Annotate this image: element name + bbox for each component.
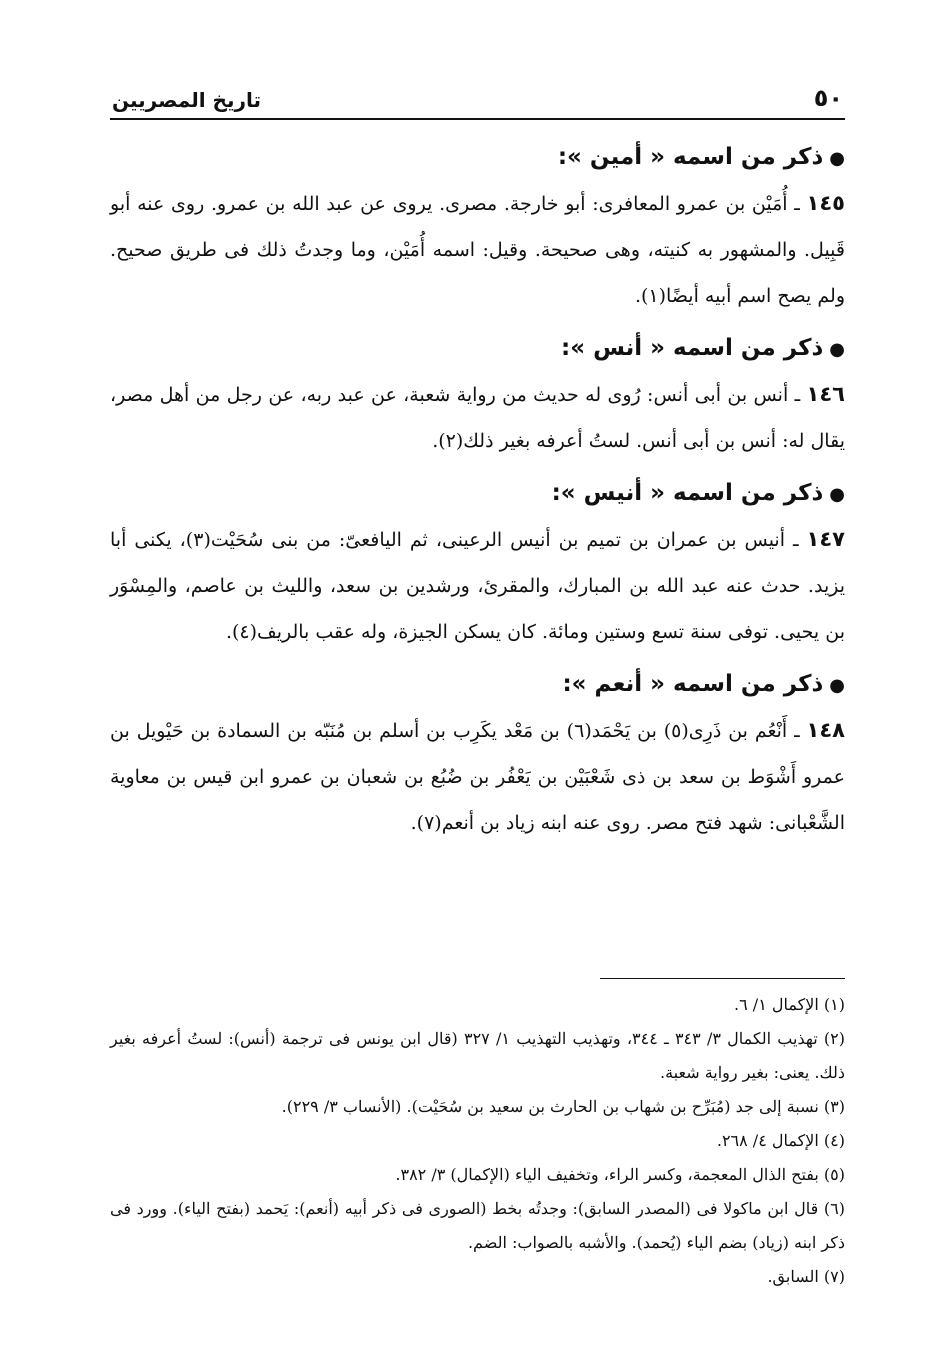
entry-number: ١٤٥: [806, 191, 845, 215]
section-heading: ●ذكر من اسمه « أنيس »:: [551, 480, 845, 506]
footnote: (٧) السابق.: [767, 1267, 845, 1286]
section-heading: ●ذكر من اسمه « أنس »:: [561, 335, 845, 361]
entry-text: أنس بن أبى أنس: رُوى له حديث من رواية شعبة، عن عبد ربه، عن رجل من أهل مصر، يقال له: أنس بن أبى أنس. لستُ أعرفه بغير ذلك(٢).: [110, 384, 845, 452]
entry-text: أُمَيْن بن عمرو المعافرى: أبو خارجة. مصرى. يروى عن عبد الله بن عمرو. روى عنه أبو قَبِيل. والمشهور به كنيته، وهى صحيحة. وقيل: اسمه أُمَيْن، وما وجدتُ ذلك فى طريق صحيح. ولم يصح اسم أبيه أيضًا(١).: [110, 193, 845, 307]
footnote: (٣) نسبة إلى جد (مُبَرِّح بن شهاب بن الحارث بن سعيد بن سُحَيْت). (الأنساب ٣/ ٢٢٩).: [281, 1097, 845, 1116]
bullet-icon: ●: [829, 339, 845, 360]
page-number: ٥٠: [813, 84, 843, 112]
bullet-icon: ●: [829, 484, 845, 505]
footnote: (٦) قال ابن ماكولا فى (المصدر السابق): وجدتُه بخط (الصورى فى ذكر أبيه (أنعم): يَحمد (بفتح الياء). وورد فى ذكر ابنه (زياد) بضم الياء (يُحمد). والأشبه بالصواب: الضم.: [110, 1199, 845, 1252]
section-heading: ●ذكر من اسمه « أمين »:: [557, 144, 845, 170]
entry-number: ١٤٧: [806, 527, 845, 551]
entry-number: ١٤٦: [806, 382, 845, 406]
section-heading: ●ذكر من اسمه « أنعم »:: [562, 671, 845, 697]
entry-number: ١٤٨: [806, 718, 845, 742]
main-text: [110, 134, 845, 852]
footnote: (١) الإكمال ١/ ٦.: [734, 995, 845, 1014]
bullet-icon: ●: [829, 148, 845, 169]
bullet-icon: ●: [829, 675, 845, 696]
biography-entry: ١٤٥ ـ أُمَيْن بن عمرو المعافرى: أبو خارجة. مصرى. يروى عن عبد الله بن عمرو. روى عنه أبو قَبِيل. والمشهور به كنيته، وهى صحيحة. وقيل: اسمه أُمَيْن، وما وجدتُ ذلك فى طريق صحيح. ولم يصح اسم أبيه أيضًا(١).: [110, 191, 845, 307]
footnote: (٤) الإكمال ٤/ ٢٦٨.: [716, 1131, 845, 1150]
running-title: تاريخ المصريين: [112, 88, 262, 112]
entry-text: أَنْعُم بن ذَرِى(٥) بن يَحْمَد(٦) بن مَعْد يكَرِب بن أسلم بن مُنَبّه بن السمادة بن حَيْويل بن عمرو أَشْوَط بن سعد بن ذى شَعْبَيْن بن يَعْفُر بن ضُبُع بن شعبان بن عمرو ابن قيس بن معاوية الشَّعْبانى: شهد فتح مصر. روى عنه ابنه زياد بن أنعم(٧).: [110, 720, 845, 834]
footnote-divider: [600, 978, 845, 979]
biography-entry: ١٤٨ ـ أَنْعُم بن ذَرِى(٥) بن يَحْمَد(٦) بن مَعْد يكَرِب بن أسلم بن مُنَبّه بن السمادة بن حَيْويل بن عمرو أَشْوَط بن سعد بن ذى شَعْبَيْن بن يَعْفُر بن ضُبُع بن شعبان بن عمرو ابن قيس بن معاوية الشَّعْبانى: شهد فتح مصر. روى عنه ابنه زياد بن أنعم(٧).: [110, 718, 845, 834]
page-header: [110, 80, 845, 120]
footnote: (٥) بفتح الذال المعجمة، وكسر الراء، وتخفيف الياء (الإكمال) ٣/ ٣٨٢.: [395, 1165, 845, 1184]
biography-entry: ١٤٧ ـ أنيس بن عمران بن تميم بن أنيس الرعينى، ثم اليافعىّ: من بنى سُحَيْت(٣)، يكنى أبا يزيد. حدث عنه عبد الله بن المبارك، والمقرئ، ورشدين بن سعد، والليث بن عاصم، والمِسْوَر بن يحيى. توفى سنة تسع وستين ومائة. كان يسكن الجيزة، وله عقب بالريف(٤).: [110, 527, 845, 643]
entry-text: أنيس بن عمران بن تميم بن أنيس الرعينى، ثم اليافعىّ: من بنى سُحَيْت(٣)، يكنى أبا يزيد. حدث عنه عبد الله بن المبارك، والمقرئ، ورشدين بن سعد، والليث بن عاصم، والمِسْوَر بن يحيى. توفى سنة تسع وستين ومائة. كان يسكن الجيزة، وله عقب بالريف(٤).: [110, 529, 845, 643]
footnote: (٢) تهذيب الكمال ٣/ ٣٤٣ ـ ٣٤٤، وتهذيب التهذيب ١/ ٣٢٧ (قال ابن يونس فى ترجمة (أنس): لستُ أعرفه بغير ذلك. يعنى: بغير رواية شعبة.: [110, 1029, 845, 1082]
biography-entry: ١٤٦ ـ أنس بن أبى أنس: رُوى له حديث من رواية شعبة، عن عبد ربه، عن رجل من أهل مصر، يقال له: أنس بن أبى أنس. لستُ أعرفه بغير ذلك(٢).: [110, 382, 845, 452]
footnotes: [110, 988, 845, 1294]
header-divider: [110, 118, 845, 120]
